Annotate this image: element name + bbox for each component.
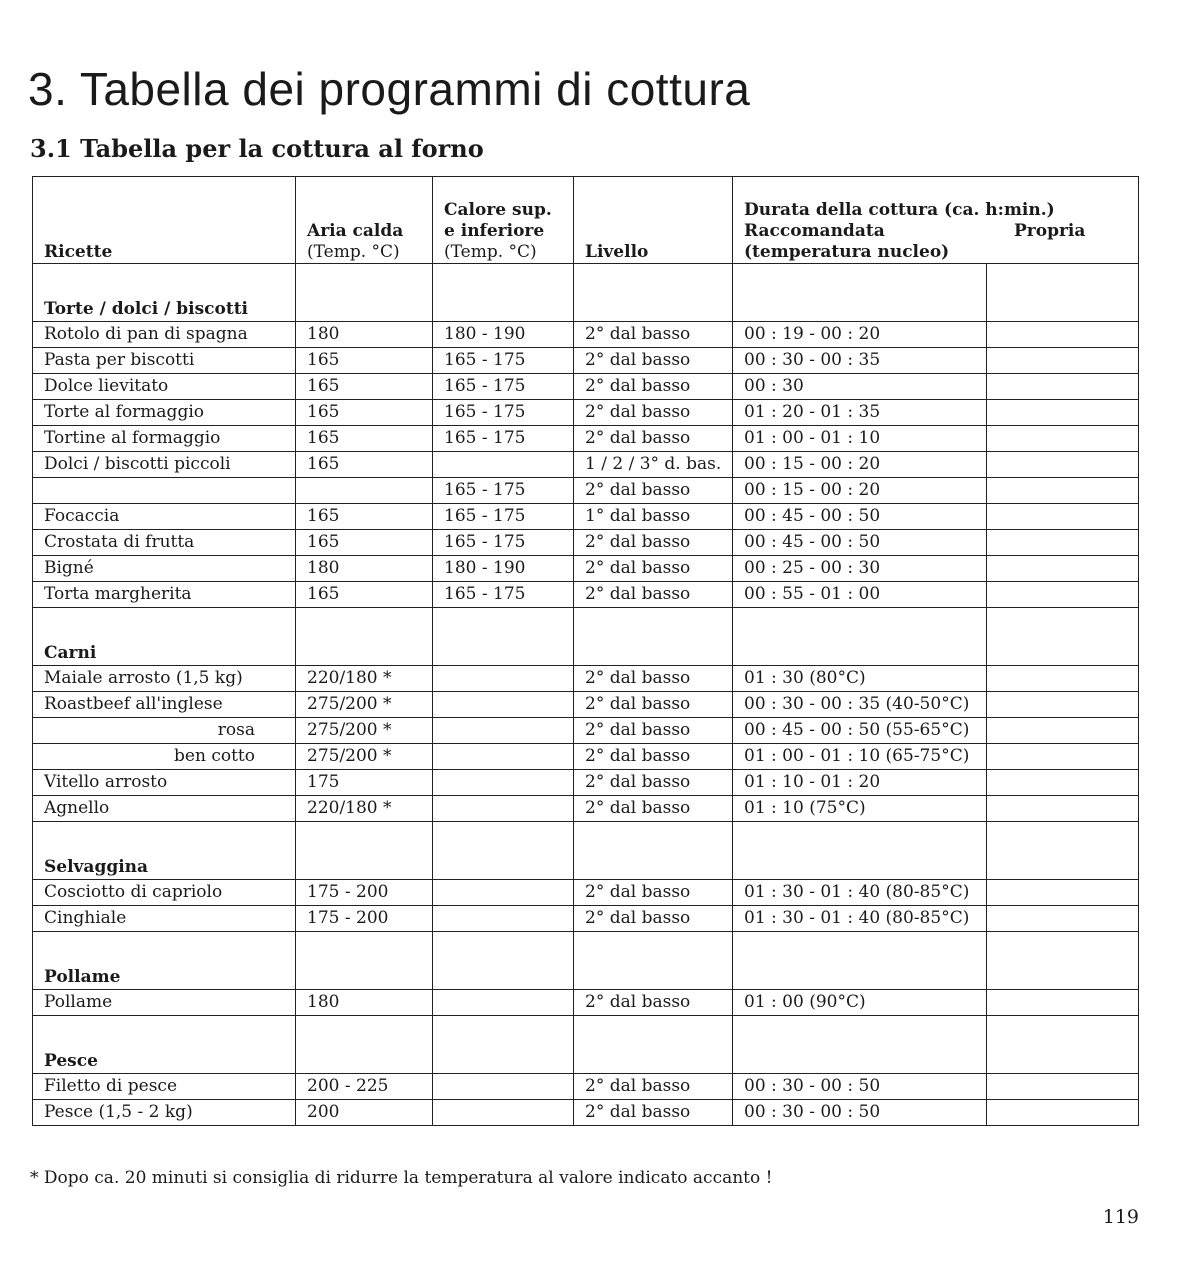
cell-aria: [296, 932, 433, 990]
cell-propria: [987, 608, 1139, 666]
cell-livello: 2° dal basso: [574, 906, 733, 932]
cell-name: Pesce (1,5 - 2 kg): [33, 1100, 296, 1126]
table-row: [33, 374, 1139, 400]
cell-calore: [433, 264, 574, 322]
table-row: [33, 906, 1139, 932]
cell-propria: [987, 426, 1139, 452]
cell-name: Bigné: [33, 556, 296, 582]
cell-livello: 1 / 2 / 3° d. bas.: [574, 452, 733, 478]
cell-propria: [987, 582, 1139, 608]
cell-durata: 00 : 19 - 00 : 20: [733, 322, 987, 348]
table-row: [33, 718, 1139, 744]
cell-aria: [296, 264, 433, 322]
cell-calore: [433, 1016, 574, 1074]
section-header-row: [33, 264, 1139, 322]
table-row: [33, 1074, 1139, 1100]
cell-aria: 165: [296, 400, 433, 426]
cell-calore: 165 - 175: [433, 374, 574, 400]
cell-propria: [987, 880, 1139, 906]
cell-calore: [433, 906, 574, 932]
table-row: [33, 556, 1139, 582]
table-row: [33, 692, 1139, 718]
cell-aria: 175 - 200: [296, 906, 433, 932]
cell-livello: 2° dal basso: [574, 692, 733, 718]
cell-calore: [433, 1100, 574, 1126]
cell-aria: 175: [296, 770, 433, 796]
table-row: [33, 666, 1139, 692]
section-header-row: [33, 608, 1139, 666]
page-title: 3. Tabella dei programmi di cottura: [28, 63, 751, 115]
cell-propria: [987, 322, 1139, 348]
cell-calore: 180 - 190: [433, 556, 574, 582]
cell-propria: [987, 932, 1139, 990]
table-row: [33, 426, 1139, 452]
header-ricette: [33, 177, 296, 264]
cell-durata: 01 : 20 - 01 : 35: [733, 400, 987, 426]
cell-name: Vitello arrosto: [33, 770, 296, 796]
table-row: [33, 990, 1139, 1016]
cell-aria: 275/200 *: [296, 692, 433, 718]
cell-calore: 165 - 175: [433, 530, 574, 556]
cell-calore: [433, 744, 574, 770]
table-header-row: [33, 177, 1139, 264]
header-calore-line1: Calore sup.: [444, 200, 552, 220]
cell-name: Crostata di frutta: [33, 530, 296, 556]
cell-name: [33, 478, 296, 504]
cell-livello: 2° dal basso: [574, 400, 733, 426]
cell-durata: [733, 822, 987, 880]
cell-calore: [433, 770, 574, 796]
cell-livello: [574, 608, 733, 666]
cell-durata: [733, 264, 987, 322]
cell-aria: 165: [296, 374, 433, 400]
cell-calore: 165 - 175: [433, 426, 574, 452]
table-row: [33, 744, 1139, 770]
section-header-row: [33, 1016, 1139, 1074]
cell-durata: 01 : 30 - 01 : 40 (80-85°C): [733, 880, 987, 906]
header-durata: [733, 177, 1139, 264]
cell-name: Pollame: [33, 932, 296, 990]
cell-propria: [987, 718, 1139, 744]
header-calore-unit: (Temp. °C): [444, 242, 537, 262]
cell-calore: 180 - 190: [433, 322, 574, 348]
cell-livello: 2° dal basso: [574, 374, 733, 400]
cell-aria: 165: [296, 504, 433, 530]
header-calore: [433, 177, 574, 264]
cell-livello: 2° dal basso: [574, 880, 733, 906]
cell-name: ben cotto: [33, 744, 296, 770]
table-row: [33, 770, 1139, 796]
cell-durata: 00 : 25 - 00 : 30: [733, 556, 987, 582]
cell-durata: 00 : 30 - 00 : 35: [733, 348, 987, 374]
cell-durata: 00 : 30 - 00 : 50: [733, 1074, 987, 1100]
cell-propria: [987, 400, 1139, 426]
cell-name: Selvaggina: [33, 822, 296, 880]
cell-durata: 01 : 00 - 01 : 10 (65-75°C): [733, 744, 987, 770]
cell-livello: [574, 1016, 733, 1074]
cell-aria: 275/200 *: [296, 718, 433, 744]
header-ricette-label: Ricette: [44, 242, 113, 262]
cell-aria: [296, 478, 433, 504]
cell-calore: [433, 990, 574, 1016]
cell-calore: [433, 880, 574, 906]
cell-livello: 2° dal basso: [574, 478, 733, 504]
cell-name: Tortine al formaggio: [33, 426, 296, 452]
header-durata-sub: [744, 221, 1138, 242]
cell-livello: 2° dal basso: [574, 530, 733, 556]
cell-calore: 165 - 175: [433, 478, 574, 504]
cell-name: Cosciotto di capriolo: [33, 880, 296, 906]
cell-name: Focaccia: [33, 504, 296, 530]
cell-livello: 2° dal basso: [574, 770, 733, 796]
cell-durata: 01 : 30 - 01 : 40 (80-85°C): [733, 906, 987, 932]
cell-name: Torta margherita: [33, 582, 296, 608]
cell-durata: 00 : 45 - 00 : 50: [733, 530, 987, 556]
cell-propria: [987, 556, 1139, 582]
cell-aria: 165: [296, 348, 433, 374]
cell-calore: [433, 452, 574, 478]
cell-aria: [296, 822, 433, 880]
table-row: [33, 400, 1139, 426]
cell-aria: 165: [296, 452, 433, 478]
cell-aria: 180: [296, 322, 433, 348]
cell-livello: [574, 264, 733, 322]
cell-calore: [433, 1074, 574, 1100]
header-temperatura-nucleo: (temperatura nucleo): [744, 242, 950, 262]
cell-livello: [574, 932, 733, 990]
header-durata-label: Durata della cottura (ca. h:min.): [744, 200, 1055, 220]
cell-propria: [987, 374, 1139, 400]
cell-aria: 165: [296, 426, 433, 452]
cell-name: Dolci / biscotti piccoli: [33, 452, 296, 478]
cooking-table: [32, 176, 1139, 1126]
cell-propria: [987, 452, 1139, 478]
section-title: 3.1 Tabella per la cottura al forno: [30, 134, 484, 163]
cell-durata: 00 : 45 - 00 : 50 (55-65°C): [733, 718, 987, 744]
cell-name: Cinghiale: [33, 906, 296, 932]
cell-livello: 2° dal basso: [574, 556, 733, 582]
table-row: [33, 582, 1139, 608]
table-row: [33, 530, 1139, 556]
cell-name: Torte / dolci / biscotti: [33, 264, 296, 322]
cell-calore: [433, 718, 574, 744]
cell-livello: 2° dal basso: [574, 796, 733, 822]
header-aria-calda-label: Aria calda: [307, 221, 404, 241]
cell-name: Maiale arrosto (1,5 kg): [33, 666, 296, 692]
cell-livello: 1° dal basso: [574, 504, 733, 530]
cell-aria: 180: [296, 556, 433, 582]
cell-calore: [433, 822, 574, 880]
cell-durata: [733, 608, 987, 666]
cell-durata: 01 : 10 (75°C): [733, 796, 987, 822]
cell-calore: [433, 932, 574, 990]
cell-propria: [987, 666, 1139, 692]
cell-livello: [574, 822, 733, 880]
page-number: 119: [1102, 1206, 1139, 1228]
cell-livello: 2° dal basso: [574, 348, 733, 374]
footnote: * Dopo ca. 20 minuti si consiglia di ridurre la temperatura al valore indicato accanto !: [30, 1168, 773, 1188]
cell-aria: 200 - 225: [296, 1074, 433, 1100]
section-header-row: [33, 822, 1139, 880]
cell-name: Torte al formaggio: [33, 400, 296, 426]
cell-calore: [433, 692, 574, 718]
table-row: [33, 348, 1139, 374]
cell-propria: [987, 1074, 1139, 1100]
cell-livello: 2° dal basso: [574, 426, 733, 452]
cell-propria: [987, 990, 1139, 1016]
header-calore-line2: e inferiore: [444, 221, 545, 241]
cell-calore: 165 - 175: [433, 400, 574, 426]
cell-propria: [987, 1016, 1139, 1074]
cell-durata: 01 : 30 (80°C): [733, 666, 987, 692]
header-aria-calda-unit: (Temp. °C): [307, 242, 400, 262]
cell-aria: 180: [296, 990, 433, 1016]
header-livello: [574, 177, 733, 264]
cell-durata: 01 : 00 (90°C): [733, 990, 987, 1016]
cell-name: Pesce: [33, 1016, 296, 1074]
cell-name: Pasta per biscotti: [33, 348, 296, 374]
cell-livello: 2° dal basso: [574, 718, 733, 744]
cell-livello: 2° dal basso: [574, 582, 733, 608]
cell-aria: 165: [296, 530, 433, 556]
cell-calore: [433, 608, 574, 666]
cell-durata: 00 : 55 - 01 : 00: [733, 582, 987, 608]
cell-propria: [987, 478, 1139, 504]
cell-durata: 01 : 10 - 01 : 20: [733, 770, 987, 796]
cell-durata: [733, 932, 987, 990]
cell-durata: 00 : 30: [733, 374, 987, 400]
table-row: [33, 1100, 1139, 1126]
section-header-row: [33, 932, 1139, 990]
cell-name: Rotolo di pan di spagna: [33, 322, 296, 348]
cell-propria: [987, 348, 1139, 374]
cell-aria: 200: [296, 1100, 433, 1126]
cell-livello: 2° dal basso: [574, 744, 733, 770]
cell-name: rosa: [33, 718, 296, 744]
table-row: [33, 478, 1139, 504]
cell-propria: [987, 744, 1139, 770]
header-raccomandata: Raccomandata: [744, 221, 885, 241]
cell-name: Dolce lievitato: [33, 374, 296, 400]
cell-livello: 2° dal basso: [574, 1074, 733, 1100]
cell-calore: 165 - 175: [433, 348, 574, 374]
cell-propria: [987, 822, 1139, 880]
cell-calore: [433, 666, 574, 692]
cell-aria: 275/200 *: [296, 744, 433, 770]
cell-propria: [987, 906, 1139, 932]
cell-name: Agnello: [33, 796, 296, 822]
table-row: [33, 504, 1139, 530]
cell-durata: 00 : 45 - 00 : 50: [733, 504, 987, 530]
header-livello-label: Livello: [585, 242, 649, 262]
table-body: [33, 264, 1139, 1126]
cell-durata: 00 : 15 - 00 : 20: [733, 452, 987, 478]
header-aria-calda: [296, 177, 433, 264]
cell-durata: 01 : 00 - 01 : 10: [733, 426, 987, 452]
cell-propria: [987, 796, 1139, 822]
cell-livello: 2° dal basso: [574, 1100, 733, 1126]
cell-aria: [296, 608, 433, 666]
cell-aria: 165: [296, 582, 433, 608]
cell-livello: 2° dal basso: [574, 322, 733, 348]
cell-durata: 00 : 30 - 00 : 50: [733, 1100, 987, 1126]
cell-aria: 220/180 *: [296, 666, 433, 692]
cell-propria: [987, 504, 1139, 530]
cell-aria: [296, 1016, 433, 1074]
cell-durata: 00 : 30 - 00 : 35 (40-50°C): [733, 692, 987, 718]
table-row: [33, 452, 1139, 478]
cell-name: Pollame: [33, 990, 296, 1016]
cell-calore: 165 - 175: [433, 582, 574, 608]
cell-propria: [987, 530, 1139, 556]
cell-propria: [987, 264, 1139, 322]
cell-propria: [987, 1100, 1139, 1126]
cell-propria: [987, 692, 1139, 718]
cell-propria: [987, 770, 1139, 796]
table-row: [33, 796, 1139, 822]
cell-calore: 165 - 175: [433, 504, 574, 530]
cell-name: Carni: [33, 608, 296, 666]
cell-name: Filetto di pesce: [33, 1074, 296, 1100]
table-row: [33, 880, 1139, 906]
cell-durata: [733, 1016, 987, 1074]
cell-livello: 2° dal basso: [574, 990, 733, 1016]
cell-name: Roastbeef all'inglese: [33, 692, 296, 718]
table-row: [33, 322, 1139, 348]
cell-aria: 175 - 200: [296, 880, 433, 906]
cell-durata: 00 : 15 - 00 : 20: [733, 478, 987, 504]
cell-livello: 2° dal basso: [574, 666, 733, 692]
header-propria: Propria: [1014, 221, 1086, 241]
cell-calore: [433, 796, 574, 822]
cell-aria: 220/180 *: [296, 796, 433, 822]
